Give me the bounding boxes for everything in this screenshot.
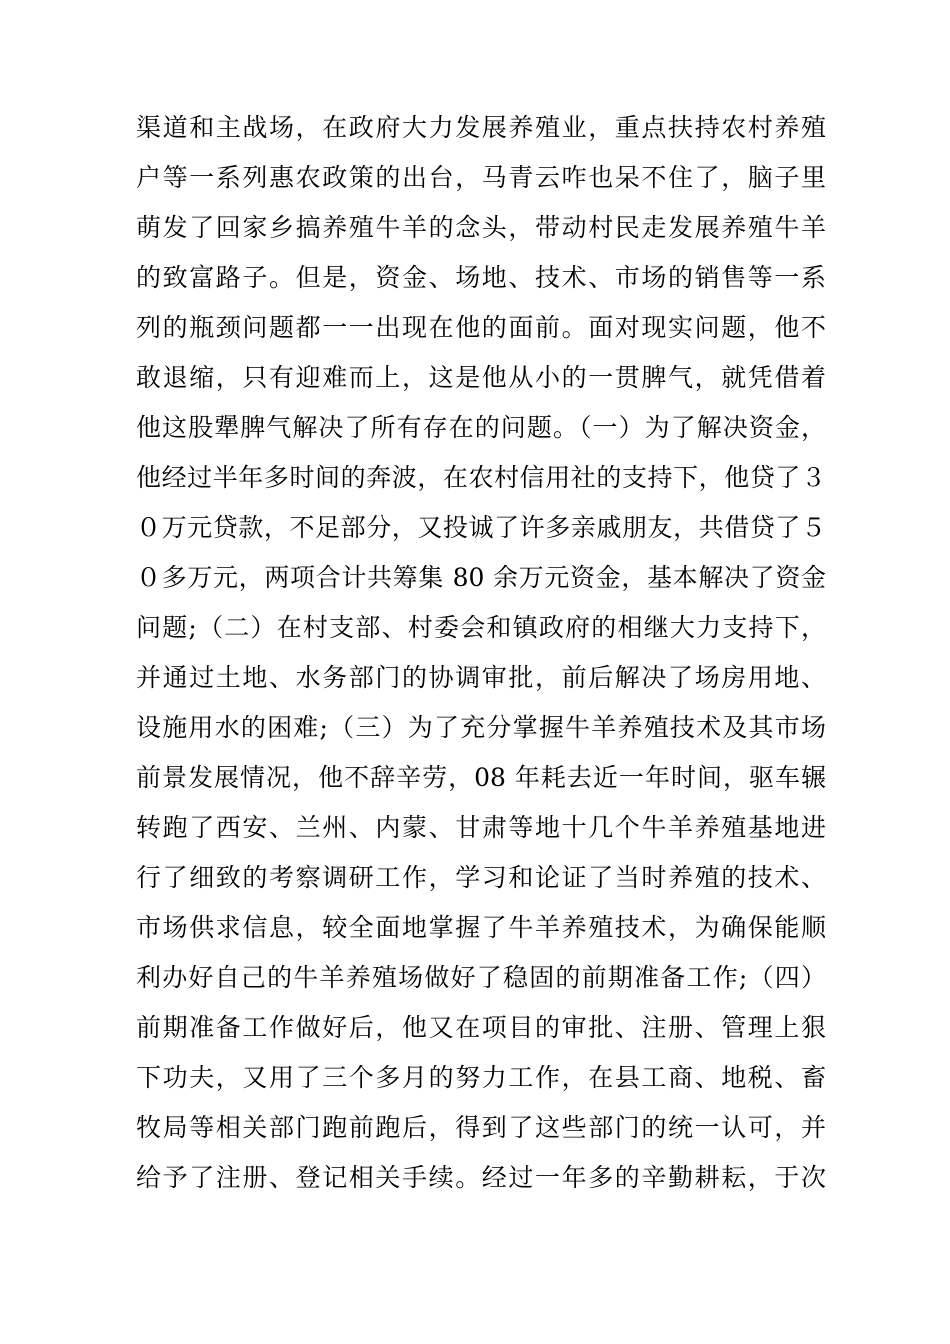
text-line-7: 他这股犟脾气解决了所有存在的问题。（一）为了解决资金， [136, 413, 826, 442]
text-line-5: 列的瓶颈问题都一一出现在他的面前。面对现实问题，他不 [136, 313, 826, 342]
text-line-1: 渠道和主战场，在政府大力发展养殖业，重点扶持农村养殖 [136, 113, 826, 142]
text-line-2: 户等一系列惠农政策的出台，马青云咋也呆不住了，脑子里 [136, 163, 826, 192]
text-line-6: 敢退缩，只有迎难而上，这是他从小的一贯脾气，就凭借着 [136, 363, 826, 392]
text-line-18: 利办好自己的牛羊养殖场做好了稳固的前期准备工作;（四） [136, 963, 826, 992]
text-line-14: 前景发展情况，他不辞辛劳，08 年耗去近一年时间，驱车辗 [136, 763, 826, 792]
body-paragraph [136, 103, 826, 1203]
text-line-17: 市场供求信息，较全面地掌握了牛羊养殖技术，为确保能顺 [136, 913, 826, 942]
text-line-21: 牧局等相关部门跑前跑后，得到了这些部门的统一认可，并 [136, 1113, 826, 1142]
text-line-19: 前期准备工作做好后，他又在项目的审批、注册、管理上狠 [136, 1013, 826, 1042]
text-line-15: 转跑了西安、兰州、内蒙、甘肃等地十几个牛羊养殖基地进 [136, 813, 826, 842]
text-line-13: 设施用水的困难;（三）为了充分掌握牛羊养殖技术及其市场 [136, 713, 826, 742]
text-line-9: ０万元贷款，不足部分，又投诚了许多亲戚朋友，共借贷了５ [136, 513, 826, 542]
text-line-16: 行了细致的考察调研工作，学习和论证了当时养殖的技术、 [136, 863, 826, 892]
text-line-8: 他经过半年多时间的奔波，在农村信用社的支持下，他贷了３ [136, 463, 826, 492]
text-line-10: ０多万元，两项合计共筹集 80 余万元资金，基本解决了资金 [136, 563, 826, 592]
text-line-11: 问题;（二）在村支部、村委会和镇政府的相继大力支持下， [136, 613, 826, 642]
text-line-20: 下功夫，又用了三个多月的努力工作，在县工商、地税、畜 [136, 1063, 826, 1092]
text-line-4: 的致富路子。但是，资金、场地、技术、市场的销售等一系 [136, 263, 826, 292]
text-line-12: 并通过土地、水务部门的协调审批，前后解决了场房用地、 [136, 663, 826, 692]
text-line-3: 萌发了回家乡搞养殖牛羊的念头，带动村民走发展养殖牛羊 [136, 213, 826, 242]
text-line-22: 给予了注册、登记相关手续。经过一年多的辛勤耕耘，于次 [136, 1163, 826, 1192]
